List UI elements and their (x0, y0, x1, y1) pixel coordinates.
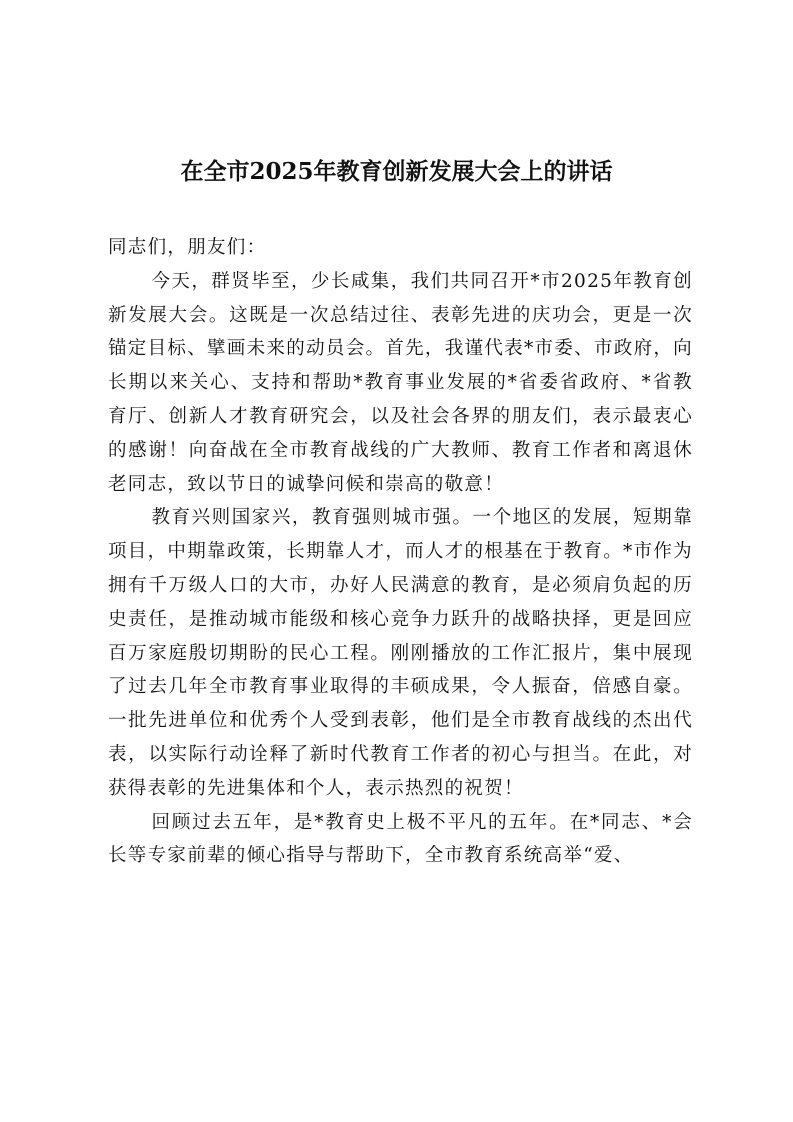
paragraph-2: 教育兴则国家兴，教育强则城市强。一个地区的发展，短期靠项目，中期靠政策，长期靠人才，而人才的根基在于教育。*市作为拥有千万级人口的大市，办好人民满意的教育，是必须肩负起的历史责任，是推动城市能级和核心竞争力跃升的战略抉择，更是回应百万家庭殷切期盼的民心工程。刚刚播放的工作汇报片，集中展现了过去几年全市教育事业取得的丰硕成果，令人振奋，倍感自豪。一批先进单位和优秀个人受到表彰，他们是全市教育战线的杰出代表，以实际行动诠释了新时代教育工作者的初心与担当。在此，对获得表彰的先进集体和个人，表示热烈的祝贺！ (108, 507, 693, 799)
salutation: 同志们，朋友们： (108, 237, 267, 258)
speech-body (108, 231, 693, 873)
paragraph-1: 今天，群贤毕至，少长咸集，我们共同召开*市2025年教育创新发展大会。这既是一次总结过往、表彰先进的庆功会，更是一次锚定目标、擘画未来的动员会。首先，我谨代表*市委、市政府，向长期以来关心、支持和帮助*教育事业发展的*省委省政府、*省教育厅、创新人才教育研究会，以及社会各界的朋友们，表示最衷心的感谢！向奋战在全市教育战线的广大教师、教育工作者和离退休老同志，致以节日的诚挚问候和崇高的敬意！ (108, 270, 693, 495)
page-title: 在全市2025年教育创新发展大会上的讲话 (180, 158, 613, 185)
paragraph-3: 回顾过去五年，是*教育史上极不平凡的五年。在*同志、*会长等专家前辈的倾心指导与帮助下，全市教育系统高举“爱、 (108, 811, 693, 867)
